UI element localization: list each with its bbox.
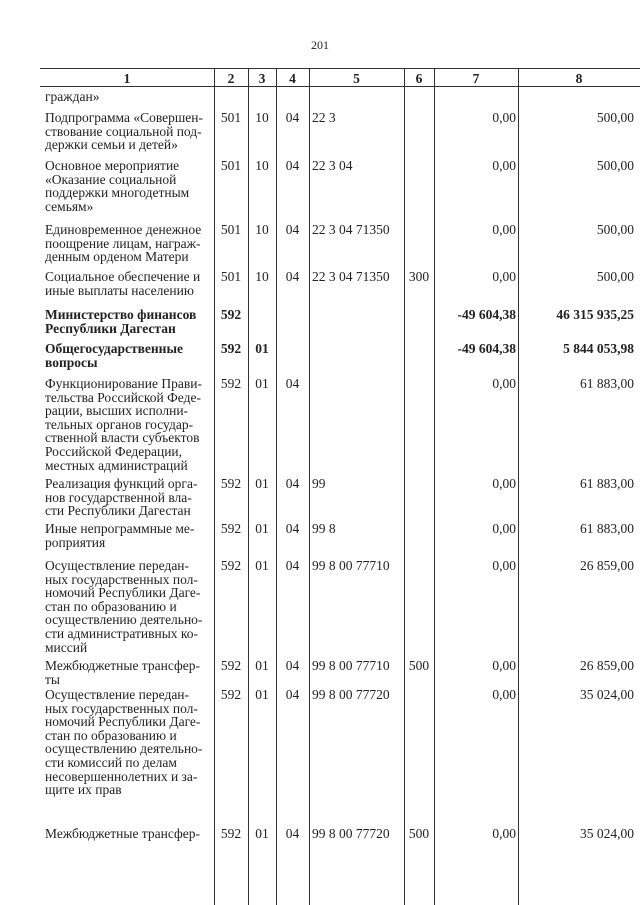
- row-name-cell: Министерство финансов Республики Дагестан: [45, 307, 197, 336]
- row-c4-cell: 04: [285, 376, 300, 391]
- row-c4-cell: 04: [285, 558, 300, 573]
- row-c7-cell: 0,00: [492, 558, 516, 573]
- row-c5-cell: 99 8: [312, 521, 336, 536]
- row-c5-cell: 99 8 00 77720: [312, 687, 390, 702]
- row-c3-cell: 01: [255, 658, 269, 673]
- row-c7-cell: -49 604,38: [457, 341, 516, 356]
- row-c4-cell: 04: [285, 826, 300, 841]
- carryover-text: граждан»: [45, 89, 100, 104]
- row-c7-cell: 0,00: [492, 269, 516, 284]
- row-c4-cell: 04: [285, 476, 300, 491]
- column-header: 5: [353, 71, 360, 86]
- row-name-cell: Иные непрограммные ме- роприятия: [45, 521, 195, 550]
- row-name-cell: Функционирование Прави- тельства Российской Феде- рации, высших исполни- тельных органов государ- ственной власти субъектов Российской Федерации, местных администраций: [45, 376, 202, 473]
- row-c8-cell: 61 883,00: [580, 476, 634, 491]
- row-c3-cell: 10: [255, 158, 269, 173]
- row-c6-cell: 500: [408, 826, 430, 841]
- row-c8-cell: 35 024,00: [580, 826, 634, 841]
- row-c2-cell: 501: [220, 222, 242, 237]
- row-c8-cell: 500,00: [596, 269, 634, 284]
- page-number: 201: [311, 38, 329, 52]
- row-c6-cell: 500: [408, 658, 430, 673]
- row-c2-cell: 501: [220, 158, 242, 173]
- row-c8-cell: 61 883,00: [580, 521, 634, 536]
- row-c4-cell: 04: [285, 687, 300, 702]
- row-name-cell: Единовременное денежное поощрение лицам, награж- денным орденом Матери: [45, 222, 202, 265]
- row-c5-cell: 99: [312, 476, 326, 491]
- row-c3-cell: 10: [255, 222, 269, 237]
- row-c2-cell: 592: [220, 687, 242, 702]
- row-c8-cell: 61 883,00: [580, 376, 634, 391]
- row-c8-cell: 500,00: [596, 110, 634, 125]
- row-name-cell: Основное мероприятие «Оказание социальной поддержки многодетным семьям»: [45, 158, 190, 214]
- row-c5-cell: 22 3 04 71350: [312, 269, 390, 284]
- row-c5-cell: 99 8 00 77710: [312, 558, 390, 573]
- row-name-cell: Осуществление передан- ных государственных пол- номочий Республики Даге- стан по образованию и осуществлению деятельно- сти административных ко- миссий: [45, 558, 203, 655]
- row-c3-cell: 10: [255, 110, 269, 125]
- row-name-cell: Общегосударственные вопросы: [45, 341, 183, 370]
- row-c7-cell: 0,00: [492, 658, 516, 673]
- row-c7-cell: 0,00: [492, 521, 516, 536]
- row-c3-cell: 01: [255, 687, 269, 702]
- row-c7-cell: -49 604,38: [457, 307, 516, 322]
- row-c3-cell: 01: [255, 826, 269, 841]
- row-c2-cell: 592: [220, 558, 242, 573]
- row-c4-cell: 04: [285, 110, 300, 125]
- row-c2-cell: 501: [220, 110, 242, 125]
- row-c3-cell: 01: [255, 521, 269, 536]
- row-c8-cell: 500,00: [596, 158, 634, 173]
- row-c8-cell: 5 844 053,98: [563, 341, 634, 356]
- column-header: 2: [227, 71, 235, 86]
- row-c7-cell: 0,00: [492, 826, 516, 841]
- row-c4-cell: 04: [285, 658, 300, 673]
- row-c7-cell: 0,00: [492, 110, 516, 125]
- row-name-cell: Подпрограмма «Совершен- ствование социальной под- держки семьи и детей»: [45, 110, 203, 153]
- row-name-cell: Межбюджетные трансфер- ты: [45, 658, 200, 687]
- row-c5-cell: 99 8 00 77710: [312, 658, 390, 673]
- row-c3-cell: 01: [255, 341, 269, 356]
- row-c2-cell: 592: [220, 341, 242, 356]
- row-c7-cell: 0,00: [492, 158, 516, 173]
- row-name-cell: Социальное обеспечение и иные выплаты населению: [45, 269, 201, 298]
- row-name-cell: Реализация функций орга- нов государственной вла- сти Республики Дагестан: [45, 476, 198, 519]
- row-c2-cell: 592: [220, 826, 242, 841]
- row-c8-cell: 500,00: [596, 222, 634, 237]
- row-c2-cell: 592: [220, 307, 242, 322]
- row-c3-cell: 01: [255, 558, 269, 573]
- row-c2-cell: 592: [220, 521, 242, 536]
- row-c5-cell: 99 8 00 77720: [312, 826, 390, 841]
- row-c8-cell: 26 859,00: [580, 558, 634, 573]
- column-header: 7: [472, 71, 480, 86]
- row-c2-cell: 592: [220, 476, 242, 491]
- column-header: 3: [258, 71, 266, 86]
- column-header: 4: [289, 71, 296, 86]
- row-c3-cell: 01: [255, 476, 269, 491]
- row-c7-cell: 0,00: [492, 376, 516, 391]
- row-c8-cell: 35 024,00: [580, 687, 634, 702]
- row-c3-cell: 01: [255, 376, 269, 391]
- row-c8-cell: 46 315 935,25: [556, 307, 634, 322]
- row-c4-cell: 04: [285, 158, 300, 173]
- row-c5-cell: 22 3 04: [312, 158, 353, 173]
- row-c2-cell: 592: [220, 658, 242, 673]
- column-divider: [309, 68, 310, 905]
- row-c6-cell: 300: [408, 269, 430, 284]
- budget-table: [0, 68, 640, 905]
- row-name-cell: Межбюджетные трансфер-: [45, 826, 200, 841]
- column-header: 6: [415, 71, 423, 86]
- row-c4-cell: 04: [285, 521, 300, 536]
- row-c4-cell: 04: [285, 222, 300, 237]
- row-c7-cell: 0,00: [492, 476, 516, 491]
- row-c7-cell: 0,00: [492, 222, 516, 237]
- table-top-border: [40, 68, 640, 69]
- row-c8-cell: 26 859,00: [580, 658, 634, 673]
- column-header: 8: [575, 71, 583, 86]
- column-divider: [404, 68, 405, 905]
- row-c7-cell: 0,00: [492, 687, 516, 702]
- column-header: 1: [123, 71, 131, 86]
- row-c5-cell: 22 3 04 71350: [312, 222, 390, 237]
- row-c2-cell: 592: [220, 376, 242, 391]
- row-name-cell: Осуществление передан- ных государственных пол- номочий Республики Даге- стан по образованию и осуществлению деятельно- сти комиссий по делам несовершеннолетних и за- щите их прав: [45, 687, 203, 798]
- row-c4-cell: 04: [285, 269, 300, 284]
- row-c5-cell: 22 3: [312, 110, 336, 125]
- row-c2-cell: 501: [220, 269, 242, 284]
- row-c3-cell: 10: [255, 269, 269, 284]
